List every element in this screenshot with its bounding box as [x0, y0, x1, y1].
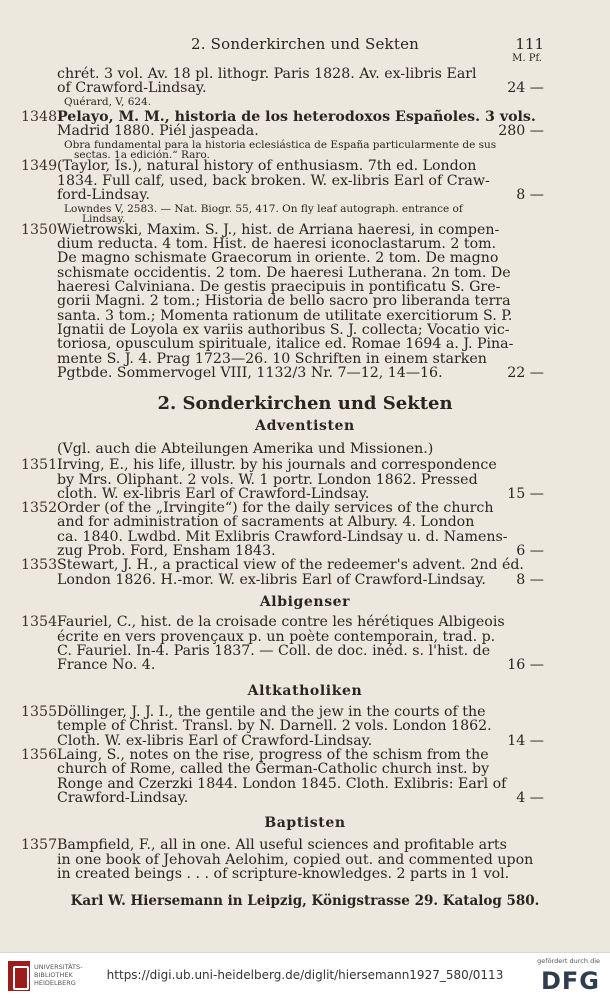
entry-line: ford-Lindsay.: [57, 187, 151, 203]
entry-line: santa. 3 tom.; Momenta rationum de utilitate exercitiorum S. P.: [57, 308, 513, 324]
entry-line: zug Prob. Ford, Ensham 1843.: [57, 543, 276, 559]
entry-line: dium reducta. 4 tom. Hist. de haeresi iconoclastarum. 2 tom.: [57, 236, 497, 252]
library-name-line: HEIDELBERG: [34, 979, 76, 987]
section-title: 2. Sonderkirchen und Sekten: [157, 393, 453, 414]
entry-price: 280 —: [498, 123, 544, 139]
entry-price: 8 —: [516, 187, 544, 203]
entry-line: Cloth. W. ex-libris Earl of Crawford-Lindsay.: [57, 733, 373, 749]
entry-note: Quérard, V, 624.: [64, 96, 152, 108]
entry-price: 22 —: [507, 365, 544, 381]
entry-number: 1350: [21, 222, 58, 238]
entry-line: Bampfield, F., all in one. All useful sciences and profitable arts: [57, 837, 507, 853]
catalog-footer: Karl W. Hiersemann in Leipzig, Königstrasse 29. Katalog 580.: [70, 893, 540, 909]
entry-line: of Crawford-Lindsay.: [57, 80, 207, 96]
subsection-intro: (Vgl. auch die Abteilungen Amerika und Missionen.): [57, 441, 434, 457]
entry-number: 1355: [21, 704, 58, 720]
entry-line: cloth. W. ex-libris Earl of Crawford-Lindsay.: [57, 486, 370, 502]
entry-line: Pgtbde. Sommervogel VIII, 1132/3 Nr. 7—12, 14—16.: [57, 365, 443, 381]
library-name-line: UNIVERSITÄTS-: [34, 963, 83, 971]
entry-line: (Taylor, Is.), natural history of enthusiasm. 7th ed. London: [57, 158, 477, 174]
funding-note: gefördert durch die: [537, 957, 600, 965]
permalink-url[interactable]: https://digi.ub.uni-heidelberg.de/diglit/hiersemann1927_580/0113: [106, 968, 504, 982]
entry-line: church of Rome, called the German-Catholic church inst. by: [57, 761, 490, 777]
viewer-bar: [0, 952, 610, 998]
entry-line: Wietrowski, Maxim. S. J., hist. de Arriana haeresi, in compen-: [57, 222, 500, 238]
entry-line: in one book of Jehovah Aelohim, copied out. and commented upon: [57, 852, 534, 868]
entry-line: ca. 1840. Lwdbd. Mit Exlibris Crawford-Lindsay u. d. Namens-: [57, 529, 508, 545]
entry-line: France No. 4.: [57, 657, 156, 673]
entry-line: De magno schismate Graecorum in oriente. 2 tom. De magno: [57, 250, 499, 266]
entry-note: sectas. 1a edición.“ Raro.: [74, 149, 210, 161]
entry-line: C. Fauriel. In-4. Paris 1837. — Coll. de doc. inéd. s. l'hist. de: [57, 643, 491, 659]
entry-line: toriosa, opusculum spirituale, italice ed. Romae 1694 a. J. Pina-: [57, 336, 514, 352]
entry-line: Crawford-Lindsay.: [57, 790, 189, 806]
dfg-logo[interactable]: DFG: [540, 967, 600, 995]
entry-note: Lindsay.: [82, 213, 126, 225]
entry-line: écrite en vers provençaux p. un poète contemporain, trad. p.: [57, 629, 496, 645]
library-name-line: BIBLIOTHEK: [34, 971, 73, 979]
entry-line: haeresi Calviniana. De gestis praecipuis in pontificatu S. Gre-: [57, 279, 501, 295]
entry-line: Ronge and Czerzki 1844. London 1845. Cloth. Exlibris: Earl of: [57, 776, 507, 792]
entry-number: 1352: [21, 500, 58, 516]
entry-price: 15 —: [507, 486, 544, 502]
entry-number: 1354: [21, 614, 58, 630]
entry-line: Laing, S., notes on the rise, progress of the schism from the: [57, 747, 489, 763]
entry-line: Order (of the „Irvingite“) for the daily services of the church: [57, 500, 494, 516]
entry-line: by Mrs. Oliphant. 2 vols. W. 1 portr. London 1862. Pressed: [57, 472, 478, 488]
entry-number: 1348: [21, 109, 58, 125]
subsection-title-baptisten: Baptisten: [264, 815, 346, 831]
entry-number: 1349: [21, 158, 58, 174]
entry-note: Lowndes V, 2583. — Nat. Biogr. 55, 417. On fly leaf autograph. entrance of: [64, 203, 463, 215]
entry-number: 1353: [21, 557, 58, 573]
entry-price: 6 —: [516, 543, 544, 559]
entry-price: 24 —: [507, 80, 544, 96]
price-column-label: M. Pf.: [512, 53, 542, 64]
entry-line: in created beings . . . of scripture-knowledges. 2 parts in 1 vol.: [57, 866, 510, 882]
entry-number: 1357: [21, 837, 58, 853]
entry-price: 8 —: [516, 572, 544, 588]
page-number: 111: [515, 35, 544, 53]
entry-line: Madrid 1880. Piél jaspeada.: [57, 123, 259, 139]
subsection-title-adventisten: Adventisten: [255, 418, 355, 434]
entry-price: 14 —: [507, 733, 544, 749]
entry-line: and for administration of sacraments at Albury. 4. London: [57, 514, 475, 530]
entry-price: 16 —: [507, 657, 544, 673]
entry-price: 4 —: [516, 790, 544, 806]
entry-line: schismate occidentis. 2 tom. De haeresi Lutherana. 2n tom. De: [57, 265, 511, 281]
subsection-title-albigenser: Albigenser: [259, 594, 351, 610]
entry-number: 1351: [21, 457, 58, 473]
entry-line: Stewart, J. H., a practical view of the redeemer's advent. 2nd éd.: [57, 557, 524, 573]
entry-line: gorii Magni. 2 tom.; Historia de bello sacro pro liberanda terra: [57, 293, 511, 309]
subsection-title-altkatholiken: Altkatholiken: [247, 683, 363, 699]
entry-line: chrét. 3 vol. Av. 18 pl. lithogr. Paris 1828. Av. ex-libris Earl: [57, 66, 477, 82]
entry-line: 1834. Full calf, used, back broken. W. ex-libris Earl of Craw-: [57, 173, 490, 189]
entry-number: 1356: [21, 747, 58, 763]
entry-note: Obra fundamental para la historia eclesiástica de España particularmente de sus: [64, 139, 497, 151]
entry-line: Fauriel, C., hist. de la croisade contre les hérétiques Albigeois: [57, 614, 505, 630]
entry-line: mente S. J. 4. Prag 1723—26. 10 Schriften in einem starken: [57, 351, 487, 367]
entry-line: Döllinger, J. J. I., the gentile and the jew in the courts of the: [57, 704, 486, 720]
entry-line: Pelayo, M. M., historia de los heterodoxos Españoles. 3 vols.: [57, 109, 536, 125]
entry-line: Ignatii de Loyola ex variis authoribus S. J. collecta; Vocatio vic-: [57, 322, 510, 338]
entry-line: temple of Christ. Transl. by N. Darnell. 2 vols. London 1862.: [57, 718, 492, 734]
running-head: 2. Sonderkirchen und Sekten: [190, 35, 420, 53]
entry-line: London 1826. H.-mor. W. ex-libris Earl of Crawford-Lindsay.: [57, 572, 486, 588]
entry-line: Irving, E., his life, illustr. by his journals and correspondence: [57, 457, 497, 473]
